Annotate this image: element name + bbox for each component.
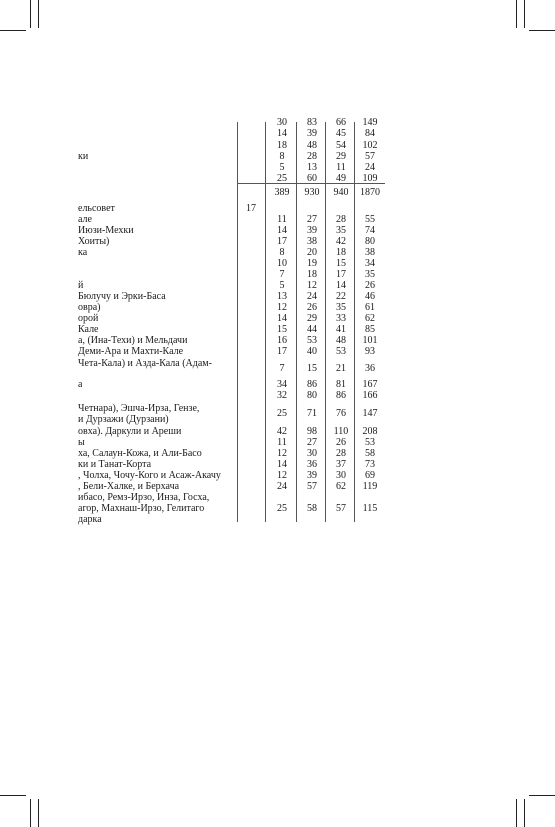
cell: 53 — [307, 335, 317, 346]
cell: 98 — [307, 426, 317, 437]
cell: 12 — [307, 280, 317, 291]
row-label: овха). Даркули и Ареши — [78, 426, 182, 437]
crop-mark — [516, 799, 517, 827]
table-divider — [237, 122, 238, 522]
cell: 12 — [277, 448, 287, 459]
cell: 36 — [307, 459, 317, 470]
crop-mark — [524, 0, 525, 28]
cell: 28 — [336, 448, 346, 459]
cell: 40 — [307, 346, 317, 357]
cell: 14 — [277, 313, 287, 324]
cell: 66 — [336, 117, 346, 128]
cell: 46 — [365, 291, 375, 302]
cell: 30 — [336, 470, 346, 481]
cell: 22 — [336, 291, 346, 302]
cell: 15 — [307, 363, 317, 374]
cell: 940 — [333, 187, 349, 198]
cell: 57 — [307, 481, 317, 492]
cell: 27 — [307, 437, 317, 448]
cell: 7 — [279, 363, 285, 374]
cell: 17 — [336, 269, 346, 280]
row-label: й — [78, 280, 84, 291]
crop-mark — [0, 30, 26, 31]
row-label: Чета-Кала) и Азда-Кала (Адам- — [78, 358, 212, 369]
row-label: ибасо, Ремз-Ирзо, Инза, Госха, — [78, 492, 210, 503]
cell: 7 — [279, 269, 285, 280]
cell: 44 — [307, 324, 317, 335]
cell: 166 — [362, 390, 378, 401]
row-label: ки — [78, 151, 89, 162]
cell: 27 — [307, 214, 317, 225]
cell: 74 — [365, 225, 375, 236]
row-label: орой — [78, 313, 99, 324]
cell: 14 — [277, 128, 287, 139]
cell: 17 — [246, 203, 256, 214]
cell: 86 — [307, 379, 317, 390]
row-label: , Бели-Халке, и Берхача — [78, 481, 180, 492]
cell: 11 — [277, 214, 287, 225]
cell: 42 — [277, 426, 287, 437]
cell: 5 — [279, 280, 285, 291]
row-label: ки и Танат-Корта — [78, 459, 152, 470]
crop-mark — [0, 795, 26, 796]
cell: 29 — [307, 313, 317, 324]
cell: 20 — [307, 247, 317, 258]
cell: 119 — [362, 481, 378, 492]
cell: 24 — [307, 291, 317, 302]
cell: 5 — [279, 162, 285, 173]
cell: 60 — [307, 173, 317, 184]
cell: 33 — [336, 313, 346, 324]
cell: 48 — [336, 335, 346, 346]
cell: 24 — [277, 481, 287, 492]
cell: 83 — [307, 117, 317, 128]
cell: 85 — [365, 324, 375, 335]
row-label: а, (Ина-Техи) и Мельдачи — [78, 335, 188, 346]
cell: 36 — [365, 363, 375, 374]
cell: 26 — [365, 280, 375, 291]
cell: 25 — [277, 503, 287, 514]
cell: 208 — [362, 426, 378, 437]
cell: 10 — [277, 258, 287, 269]
cell: 8 — [279, 247, 285, 258]
cell: 15 — [336, 258, 346, 269]
cell: 29 — [336, 151, 346, 162]
cell: 39 — [307, 128, 317, 139]
row-label: дарка — [78, 514, 102, 525]
cell: 12 — [277, 302, 287, 313]
row-label: ха, Салаун-Кожа, и Али-Басо — [78, 448, 202, 459]
crop-mark — [529, 30, 555, 31]
cell: 80 — [365, 236, 375, 247]
cell: 35 — [336, 225, 346, 236]
cell: 38 — [307, 236, 317, 247]
cell: 45 — [336, 128, 346, 139]
cell: 11 — [336, 162, 346, 173]
cell: 84 — [365, 128, 375, 139]
cell: 17 — [277, 346, 287, 357]
cell: 76 — [336, 408, 346, 419]
cell: 69 — [365, 470, 375, 481]
row-label: и Дурзажи (Дурзани) — [78, 414, 169, 425]
cell: 58 — [365, 448, 375, 459]
cell: 17 — [277, 236, 287, 247]
row-label: ельсовет — [78, 203, 115, 214]
cell: 30 — [307, 448, 317, 459]
cell: 147 — [362, 408, 378, 419]
row-label: ы — [78, 437, 85, 448]
cell: 35 — [365, 269, 375, 280]
row-label: але — [78, 214, 92, 225]
crop-mark — [30, 0, 31, 28]
cell: 1870 — [360, 187, 380, 198]
cell: 57 — [336, 503, 346, 514]
cell: 110 — [333, 426, 349, 437]
cell: 28 — [336, 214, 346, 225]
cell: 93 — [365, 346, 375, 357]
cell: 53 — [365, 437, 375, 448]
table-divider — [265, 122, 266, 522]
cell: 14 — [277, 225, 287, 236]
cell: 13 — [307, 162, 317, 173]
cell: 34 — [277, 379, 287, 390]
cell: 48 — [307, 140, 317, 151]
cell: 26 — [336, 437, 346, 448]
cell: 102 — [362, 140, 378, 151]
cell: 49 — [336, 173, 346, 184]
cell: 35 — [336, 302, 346, 313]
cell: 13 — [277, 291, 287, 302]
crop-mark — [38, 799, 39, 827]
cell: 18 — [336, 247, 346, 258]
crop-mark — [529, 795, 555, 796]
cell: 149 — [362, 117, 378, 128]
cell: 39 — [307, 470, 317, 481]
row-label: ка — [78, 247, 88, 258]
crop-mark — [524, 799, 525, 827]
cell: 115 — [362, 503, 378, 514]
cell: 14 — [336, 280, 346, 291]
row-label: Бюлучу и Эрки-Баса — [78, 291, 166, 302]
cell: 14 — [277, 459, 287, 470]
cell: 55 — [365, 214, 375, 225]
row-label: Хоиты) — [78, 236, 110, 247]
cell: 26 — [307, 302, 317, 313]
row-label: , Чолха, Чочу-Кого и Асаж-Акачу — [78, 470, 221, 481]
cell: 167 — [362, 379, 378, 390]
row-label: а — [78, 379, 83, 390]
cell: 930 — [304, 187, 320, 198]
row-label: Деми-Ара и Махти-Кале — [78, 346, 184, 357]
cell: 80 — [307, 390, 317, 401]
cell: 58 — [307, 503, 317, 514]
cell: 54 — [336, 140, 346, 151]
cell: 24 — [365, 162, 375, 173]
crop-mark — [30, 799, 31, 827]
cell: 61 — [365, 302, 375, 313]
cell: 39 — [307, 225, 317, 236]
cell: 62 — [336, 481, 346, 492]
cell: 37 — [336, 459, 346, 470]
crop-mark — [516, 0, 517, 28]
cell: 30 — [277, 117, 287, 128]
cell: 62 — [365, 313, 375, 324]
cell: 73 — [365, 459, 375, 470]
cell: 12 — [277, 470, 287, 481]
row-label: Кале — [78, 324, 99, 335]
cell: 15 — [277, 324, 287, 335]
cell: 57 — [365, 151, 375, 162]
row-label: агор, Махнаш-Ирзо, Гелитаго — [78, 503, 205, 514]
cell: 42 — [336, 236, 346, 247]
cell: 21 — [336, 363, 346, 374]
row-label: Четнара), Эшча-Ирза, Гензе, — [78, 403, 200, 414]
cell: 71 — [307, 408, 317, 419]
cell: 32 — [277, 390, 287, 401]
row-label: Июзи-Мехки — [78, 225, 134, 236]
cell: 38 — [365, 247, 375, 258]
cell: 18 — [277, 140, 287, 151]
cell: 101 — [362, 335, 378, 346]
cell: 11 — [277, 437, 287, 448]
crop-mark — [38, 0, 39, 28]
cell: 25 — [277, 173, 287, 184]
cell: 25 — [277, 408, 287, 419]
cell: 81 — [336, 379, 346, 390]
cell: 18 — [307, 269, 317, 280]
row-label: овра) — [78, 302, 101, 313]
cell: 8 — [279, 151, 285, 162]
cell: 86 — [336, 390, 346, 401]
cell: 389 — [274, 187, 290, 198]
cell: 53 — [336, 346, 346, 357]
cell: 28 — [307, 151, 317, 162]
cell: 41 — [336, 324, 346, 335]
cell: 19 — [307, 258, 317, 269]
cell: 34 — [365, 258, 375, 269]
cell: 16 — [277, 335, 287, 346]
cell: 109 — [362, 173, 378, 184]
